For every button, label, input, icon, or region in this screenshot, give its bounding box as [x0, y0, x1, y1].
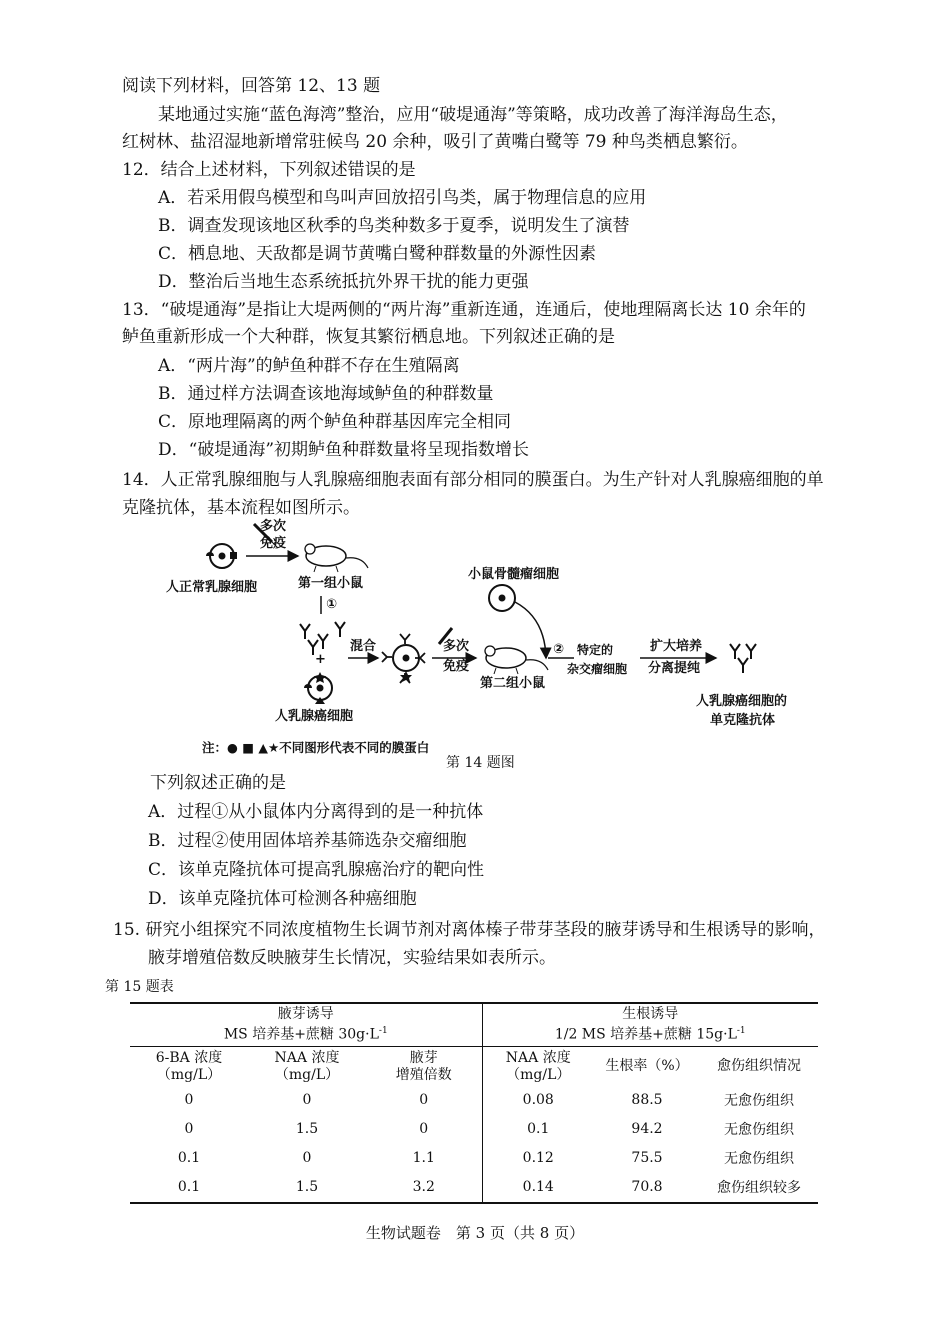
group-root-induction — [482, 1003, 818, 1046]
label-culture-b: 分离提纯 — [648, 661, 701, 676]
cell: 0.14 — [482, 1173, 594, 1203]
col-header-naa-bud: NAA 浓度 （mg/L） — [274, 1049, 340, 1083]
group-bud-induction-medium: MS 培养基+蔗糖 $30g\cdot L^{-1}$ — [223, 1026, 388, 1043]
q14-flow-diagram — [150, 518, 850, 780]
q14-ask: 下列叙述正确的是 — [150, 773, 286, 793]
q14-option-d: D．该单克隆抗体可检测各种癌细胞 — [148, 889, 417, 909]
cell: 0.1 — [130, 1173, 248, 1203]
table-title: 第 15 题表 — [105, 979, 174, 995]
label-multi-immune-1a: 多次 — [260, 519, 287, 534]
group-root-induction-title: 生根诱导 — [622, 1006, 679, 1022]
col-header-rooting-rate: 生根率（%） — [605, 1058, 689, 1075]
label-product-a: 人乳腺癌细胞的 — [696, 694, 788, 709]
label-myeloma: 小鼠骨髓瘤细胞 — [468, 567, 560, 582]
mouse-icon-group1 — [305, 544, 368, 572]
q14-option-b: B．过程②使用固体培养基筛选杂交瘤细胞 — [148, 831, 467, 851]
q13-option-c: C．原地理隔离的两个鲈鱼种群基因库完全相同 — [158, 412, 512, 432]
cell: 无愈伤组织 — [724, 1093, 794, 1110]
page-footer: 生物试题卷 第 3 页（共 8 页） — [365, 1224, 585, 1242]
material-text-line1: 某地通过实施“蓝色海湾”整治，应用“破堤通海”等策略，成功改善了海洋海岛生态， — [158, 105, 788, 125]
cell: 1.5 — [248, 1173, 366, 1203]
diagram-caption: 第 14 题图 — [446, 755, 515, 771]
cell: 75.5 — [631, 1150, 663, 1167]
label-step1: ① — [326, 597, 338, 612]
normal-breast-cell-icon — [206, 544, 237, 568]
cell: 94.2 — [631, 1121, 663, 1138]
label-specific-a: 特定的 — [577, 643, 614, 657]
cell: 88.5 — [631, 1092, 663, 1109]
myeloma-cell-icon — [489, 585, 515, 611]
cell: 无愈伤组织 — [724, 1151, 794, 1168]
label-specific-b: 杂交瘤细胞 — [567, 662, 628, 676]
mouse-icon-group2 — [485, 646, 548, 674]
col-header-6ba: 6-BA 浓度 （mg/L） — [155, 1049, 223, 1083]
table-row — [130, 1173, 818, 1203]
col-header-naa-root: NAA 浓度 （mg/L） — [505, 1049, 571, 1083]
q13-option-d: D．“破堤通海”初期鲈鱼种群数量将呈现指数增长 — [158, 440, 530, 460]
label-multi-immune-2b: 免疫 — [443, 659, 470, 674]
table-row — [130, 1086, 818, 1115]
label-product-b: 单克隆抗体 — [710, 713, 776, 728]
col-header-bud-multiplication: 腋芽 增殖倍数 — [366, 1046, 482, 1086]
label-mix: 混合 — [350, 639, 377, 654]
cell: 1.5 — [295, 1121, 319, 1138]
cell: 0 — [366, 1115, 482, 1144]
q14-stem-line2: 克隆抗体，基本流程如图所示。 — [122, 498, 360, 518]
cell: 0.12 — [522, 1150, 554, 1167]
cell: 0 — [302, 1150, 312, 1167]
q13-option-a: A．“两片海”的鲈鱼种群不存在生殖隔离 — [158, 356, 460, 376]
table-row — [130, 1115, 818, 1144]
group-bud-induction-title: 腋芽诱导 — [277, 1006, 334, 1022]
antibody-icons — [300, 622, 345, 655]
cell: 0.1 — [177, 1150, 201, 1167]
label-multi-immune-1b: 免疫 — [260, 536, 287, 551]
label-multi-immune-2a: 多次 — [443, 639, 470, 654]
results-table — [130, 1002, 818, 1204]
material-heading: 阅读下列材料，回答第 12、13 题 — [122, 76, 381, 96]
table-group-header-row — [130, 1003, 818, 1046]
cell: 0.08 — [522, 1092, 554, 1109]
label-step2: ② — [553, 642, 565, 657]
label-group1-mouse: 第一组小鼠 — [298, 576, 364, 591]
q14-stem-line1: 14．人正常乳腺细胞与人乳腺癌细胞表面有部分相同的膜蛋白。为生产针对人乳腺癌细胞的单 — [122, 470, 824, 490]
q13-option-b: B．通过样方法调查该地海域鲈鱼的种群数量 — [158, 384, 494, 404]
cell: 0 — [302, 1092, 312, 1109]
cell: 1.1 — [366, 1144, 482, 1173]
q12-option-c: C．栖息地、天敌都是调节黄嘴白鹭种群数量的外源性因素 — [158, 244, 597, 264]
table-row — [130, 1144, 818, 1173]
cell: 3.2 — [366, 1173, 482, 1203]
cell: 70.8 — [594, 1173, 700, 1203]
material-text-line2: 红树林、盐沼湿地新增常驻候鸟 20 余种，吸引了黄嘴白鹭等 79 种鸟类栖息繁衍。 — [122, 132, 748, 152]
label-plus: + — [315, 652, 326, 667]
q15-stem-line2: 腋芽增殖倍数反映腋芽生长情况，实验结果如表所示。 — [148, 948, 556, 968]
table-column-header-row — [130, 1046, 818, 1086]
col-header-callus: 愈伤组织情况 — [717, 1058, 801, 1075]
cell: 0.1 — [527, 1121, 550, 1138]
label-culture-a: 扩大培养 — [650, 639, 703, 654]
label-cancer-cell: 人乳腺癌细胞 — [275, 709, 354, 724]
q15-stem-line1: 15. 研究小组探究不同浓度植物生长调节剂对离体榛子带芽茎段的腋芽诱导和生根诱导的影响， — [113, 920, 826, 940]
antigen-antibody-complex-icon — [382, 634, 425, 683]
cell: 0 — [184, 1121, 194, 1138]
q13-stem-line1: 13．“破堤通海”是指让大堤两侧的“两片海”重新连通，连通后，使地理隔离长达 10 余年的 — [122, 300, 806, 320]
cell: 0 — [184, 1092, 194, 1109]
cell: 愈伤组织较多 — [700, 1173, 818, 1203]
monoclonal-antibody-icons — [730, 644, 756, 673]
cell: 无愈伤组织 — [724, 1122, 794, 1139]
q12-option-a: A．若采用假鸟模型和鸟叫声回放招引鸟类，属于物理信息的应用 — [158, 188, 647, 208]
label-group2-mouse: 第二组小鼠 — [480, 676, 546, 691]
q12-option-b: B．调查发现该地区秋季的鸟类种数多于夏季，说明发生了演替 — [158, 216, 630, 236]
cell: 0 — [366, 1086, 482, 1115]
q14-option-c: C．该单克隆抗体可提高乳腺癌治疗的靶向性 — [148, 860, 485, 880]
q12-stem: 12．结合上述材料，下列叙述错误的是 — [122, 160, 416, 180]
breast-cancer-cell-icon — [304, 672, 332, 704]
group-root-induction-medium: 1/2 MS 培养基+蔗糖 $15g\cdot L^{-1}$ — [554, 1026, 746, 1043]
q14-option-a: A．过程①从小鼠体内分离得到的是一种抗体 — [148, 802, 484, 822]
label-normal-cell: 人正常乳腺细胞 — [166, 580, 258, 595]
group-bud-induction — [130, 1003, 482, 1046]
q12-option-d: D．整治后当地生态系统抵抗外界干扰的能力更强 — [158, 272, 529, 292]
diagram-note: 注：● ■ ▲★不同图形代表不同的膜蛋白 — [202, 740, 430, 755]
q13-stem-line2: 鲈鱼重新形成一个大种群，恢复其繁衍栖息地。下列叙述正确的是 — [122, 327, 615, 347]
